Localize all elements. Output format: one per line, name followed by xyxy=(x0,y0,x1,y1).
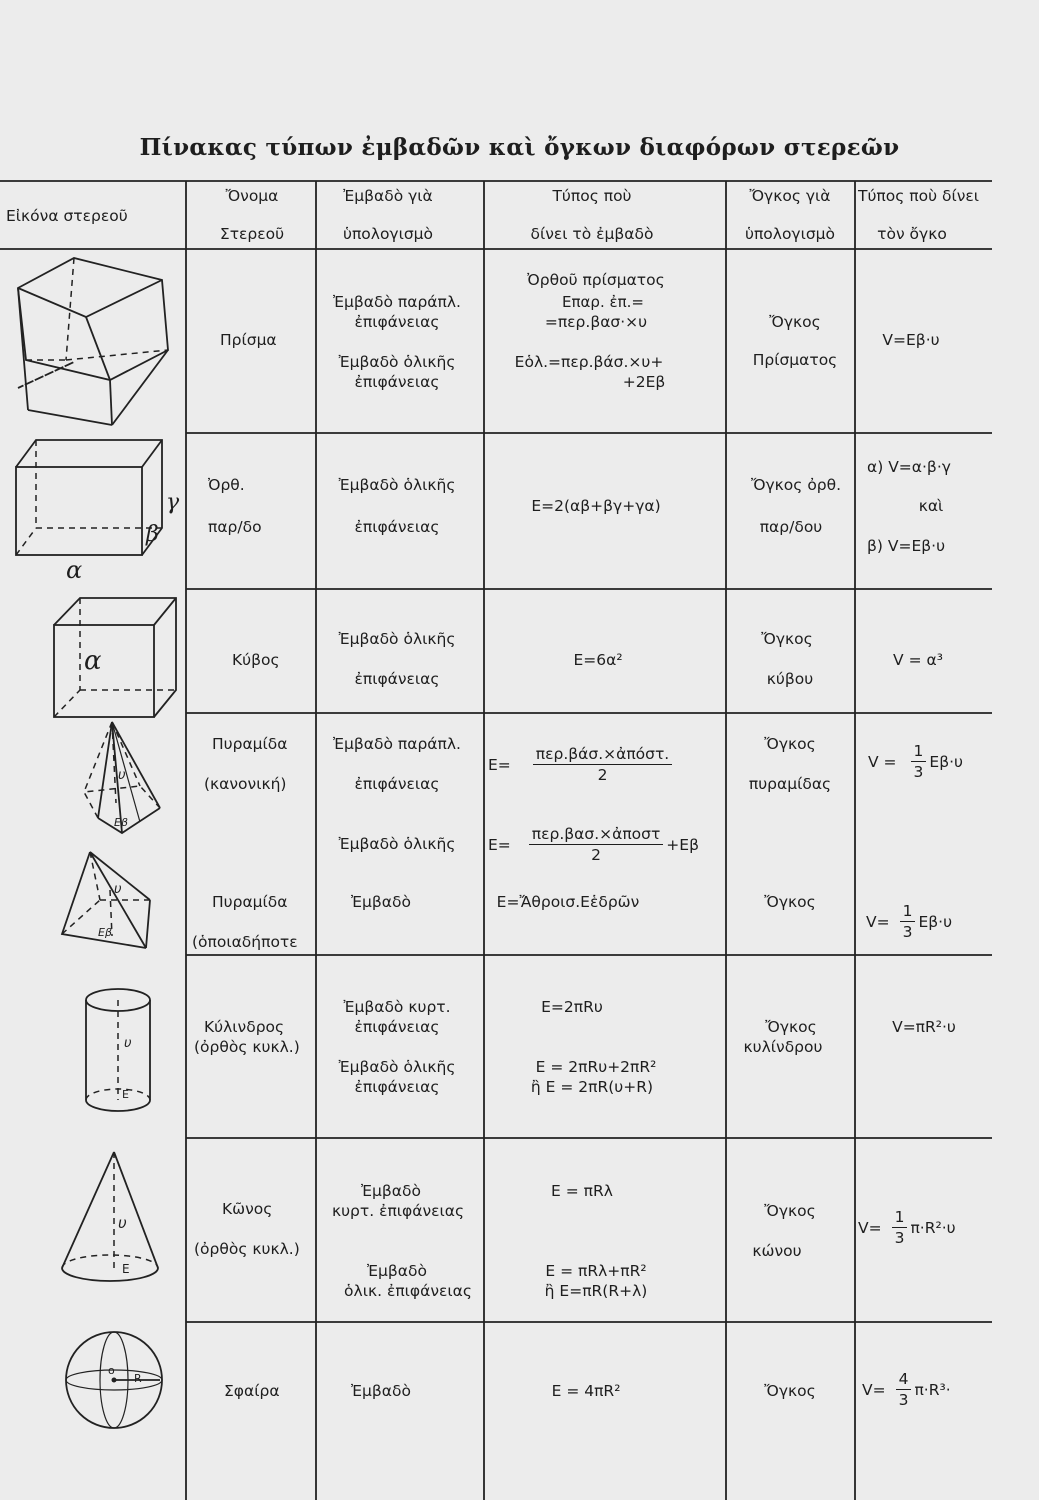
cone-label-u: υ xyxy=(118,1214,127,1232)
cone-vf-tail: π·R²·υ xyxy=(910,1218,956,1237)
cuboid-area-1: Ἐμβαδὸ ὁλικῆς xyxy=(338,476,456,494)
header-area-formula-1: Τύπος ποὺ xyxy=(552,187,632,205)
cone-volume-1: Ὄγκος xyxy=(764,1202,816,1220)
cube-figure xyxy=(54,598,176,717)
cuboid-volume-formula-and: καὶ xyxy=(918,497,944,515)
prism-formula-lateral-2: =περ.βασ·×υ xyxy=(544,313,648,331)
pyramid-any-label-u: υ xyxy=(114,882,122,897)
header-volume-formula-1: Τύπος ποὺ δίνει xyxy=(858,187,979,205)
sphere-vf-den: 3 xyxy=(898,1391,909,1409)
cube-label-a: α xyxy=(84,646,102,676)
cone-formula-total-2: ἢ E=πR(R+λ) xyxy=(544,1282,648,1300)
cylinder-name-1: Κύλινδρος xyxy=(204,1018,285,1036)
pyramid-regular-f1-lhs: E= xyxy=(488,755,511,774)
cuboid-label-b: β xyxy=(146,522,159,547)
pyramid-regular-f2-den: 2 xyxy=(591,846,601,864)
pyramid-any-vf-tail: Eβ·υ xyxy=(918,912,953,931)
cone-area-total-2: ὁλικ. ἐπιφάνειας xyxy=(344,1282,472,1300)
cone-area-total-1: Ἐμβαδὸ xyxy=(367,1262,427,1280)
prism-figure xyxy=(18,258,168,425)
pyramid-regular-volume-1: Ὄγκος xyxy=(764,735,816,753)
pyramid-regular-volume-2: πυραμίδας xyxy=(748,775,832,793)
pyramid-regular-formula-lateral xyxy=(488,745,675,784)
pyramid-any-volume: Ὄγκος xyxy=(764,893,816,911)
prism-formula-total-1: Eὁλ.=περ.βάσ.×υ+ xyxy=(514,353,664,371)
pyramid-regular-formula-total xyxy=(488,825,699,864)
cylinder-area-lateral-1: Ἐμβαδὸ κυρτ. xyxy=(343,998,451,1016)
pyramid-regular-vf-num: 1 xyxy=(911,742,927,762)
pyramid-any-area: Ἐμβαδὸ xyxy=(351,893,411,911)
header-area-1: Ἐμβαδὸ γιὰ xyxy=(343,187,433,205)
cylinder-figure xyxy=(86,989,150,1111)
cuboid-figure xyxy=(16,440,162,555)
cube-volume-2: κύβου xyxy=(766,670,814,688)
pyramid-regular-area-lateral-1: Ἐμβαδὸ παράπλ. xyxy=(333,735,461,753)
sphere-vf-lhs: V= xyxy=(862,1380,886,1399)
prism-volume-1: Ὄγκος xyxy=(769,313,821,331)
header-area-2: ὑπολογισμὸ xyxy=(342,225,434,243)
pyramid-regular-label-eb: Eβ xyxy=(114,816,128,829)
pyramid-any-label-eb: Eβ xyxy=(98,926,112,939)
sphere-formula: E = 4πR² xyxy=(551,1382,621,1400)
cone-vf-den: 3 xyxy=(894,1229,905,1247)
cube-volume-formula: V = α³ xyxy=(893,651,943,669)
sphere-label-o: o xyxy=(108,1364,115,1377)
pyramid-any-vf-num: 1 xyxy=(900,902,916,922)
prism-name: Πρίσμα xyxy=(220,331,277,349)
cone-vf-lhs: V= xyxy=(858,1218,882,1237)
cone-area-lateral-2: κυρτ. ἐπιφάνειας xyxy=(331,1202,465,1220)
cylinder-name-2: (ὀρθὸς κυκλ.) xyxy=(194,1038,300,1056)
header-volume-1: Ὄγκος γιὰ xyxy=(749,187,831,205)
cylinder-volume-1: Ὄγκος xyxy=(765,1018,817,1036)
cuboid-volume-formula-b: β) V=Eβ·υ xyxy=(867,537,946,555)
cylinder-area-total-2: ἐπιφάνειας xyxy=(354,1078,440,1096)
cylinder-area-total-1: Ἐμβαδὸ ὁλικῆς xyxy=(338,1058,456,1076)
sphere-name: Σφαίρα xyxy=(224,1382,280,1400)
cuboid-label-g: γ xyxy=(166,490,180,515)
sphere-figure xyxy=(66,1332,162,1428)
cube-volume-1: Ὄγκος xyxy=(761,630,813,648)
pyramid-regular-name-2: (κανονική) xyxy=(204,775,287,793)
cylinder-label-u: υ xyxy=(124,1036,132,1051)
cuboid-formula: E=2(αβ+βγ+γα) xyxy=(531,497,661,515)
header-name-1: Ὄνομα xyxy=(225,187,279,205)
prism-area-total-1: Ἐμβαδὸ ὁλικῆς xyxy=(338,353,456,371)
header-volume-formula-2: τὸν ὄγκο xyxy=(877,225,947,243)
pyramid-regular-area-lateral-2: ἐπιφάνειας xyxy=(354,775,440,793)
sphere-area: Ἐμβαδὸ xyxy=(351,1382,411,1400)
prism-formula-heading: Ὀρθοῦ πρίσματος xyxy=(527,271,665,289)
cuboid-volume-formula-a: α) V=α·β·γ xyxy=(867,458,951,476)
cone-volume-formula xyxy=(858,1208,956,1247)
pyramid-regular-vf-tail: Eβ·υ xyxy=(929,752,963,771)
cuboid-area-2: ἐπιφάνειας xyxy=(354,518,440,536)
pyramid-regular-f2-tail: +Eβ xyxy=(666,835,699,854)
prism-area-lateral-2: ἐπιφάνειας xyxy=(354,313,440,331)
cylinder-formula-total-2: ἢ E = 2πR(υ+R) xyxy=(530,1078,654,1096)
sphere-label-r: R xyxy=(134,1372,142,1385)
sphere-volume-formula xyxy=(862,1370,951,1409)
cone-formula-lateral: E = πRλ xyxy=(551,1182,613,1200)
pyramid-regular-volume-formula xyxy=(868,742,963,781)
cylinder-formula-total-1: E = 2πRυ+2πR² xyxy=(535,1058,657,1076)
header-name-2: Στερεοῦ xyxy=(219,225,285,243)
pyramid-any-formula: E=Ἄθροισ.Eἑδρῶν xyxy=(496,893,640,911)
cuboid-volume-2: παρ/δου xyxy=(759,518,823,536)
sphere-vf-num: 4 xyxy=(896,1370,912,1390)
pyramid-regular-f2-num: περ.βασ.×ἀποστ xyxy=(529,825,664,845)
cylinder-volume-formula: V=πR²·υ xyxy=(892,1018,956,1036)
prism-area-total-2: ἐπιφάνειας xyxy=(354,373,440,391)
cone-formula-total-1: E = πRλ+πR² xyxy=(545,1262,647,1280)
cone-name-1: Κῶνος xyxy=(222,1200,273,1218)
pyramid-regular-f2-lhs: E= xyxy=(488,835,511,854)
prism-area-lateral-1: Ἐμβαδὸ παράπλ. xyxy=(333,293,461,311)
pyramid-regular-label-u: υ xyxy=(118,768,126,783)
cube-area-1: Ἐμβαδὸ ὁλικῆς xyxy=(338,630,456,648)
cone-label-e: E xyxy=(122,1262,130,1276)
pyramid-regular-vf-den: 3 xyxy=(913,763,924,781)
cone-area-lateral-1: Ἐμβαδὸ xyxy=(361,1182,421,1200)
sphere-vf-tail: π·R³· xyxy=(914,1380,951,1399)
pyramid-any-name-1: Πυραμίδα xyxy=(212,893,288,911)
cylinder-formula-lateral: E=2πRυ xyxy=(541,998,603,1016)
pyramid-regular-name-1: Πυραμίδα xyxy=(212,735,288,753)
cylinder-volume-2: κυλίνδρου xyxy=(743,1038,823,1056)
pyramid-regular-vf-lhs: V = xyxy=(868,752,897,771)
header-volume-2: ὑπολογισμὸ xyxy=(744,225,836,243)
pyramid-any-vf-den: 3 xyxy=(902,923,913,941)
header-image: Εἰκόνα στερεοῦ xyxy=(6,207,128,225)
cube-name: Κύβος xyxy=(232,651,280,669)
prism-volume-formula: V=Eβ·υ xyxy=(882,331,940,349)
header-area-formula-2: δίνει τὸ ἐμβαδὸ xyxy=(530,225,654,243)
cube-area-2: ἐπιφάνειας xyxy=(354,670,440,688)
pyramid-any-name-2: (ὁποιαδήποτε xyxy=(192,933,298,951)
cylinder-label-e: E xyxy=(122,1088,129,1101)
cuboid-label-a: α xyxy=(66,556,83,584)
prism-formula-total-2: +2Eβ xyxy=(622,373,666,391)
pyramid-any-vf-lhs: V= xyxy=(866,912,890,931)
cone-figure xyxy=(62,1152,158,1281)
cone-name-2: (ὀρθὸς κυκλ.) xyxy=(194,1240,300,1258)
pyramid-regular-f1-num: περ.βάσ.×ἀπόστ. xyxy=(533,745,672,765)
cuboid-name-2: παρ/δο xyxy=(208,518,262,536)
cylinder-area-lateral-2: ἐπιφάνειας xyxy=(354,1018,440,1036)
page-title: Πίνακας τύπων ἐμβαδῶν καὶ ὄγκων διαφόρων στερεῶν xyxy=(139,134,900,161)
cuboid-name-1: Ὀρθ. xyxy=(208,476,245,494)
cone-volume-2: κώνου xyxy=(752,1242,802,1260)
sphere-volume: Ὄγκος xyxy=(764,1382,816,1400)
pyramid-any-volume-formula xyxy=(866,902,952,941)
cone-vf-num: 1 xyxy=(892,1208,908,1228)
cuboid-volume-1: Ὄγκος ὀρθ. xyxy=(750,476,842,494)
pyramid-regular-area-total: Ἐμβαδὸ ὁλικῆς xyxy=(338,835,456,853)
cube-formula: E=6α² xyxy=(573,651,623,669)
prism-formula-lateral-1: Eπαρ. ἐπ.= xyxy=(562,293,644,311)
prism-volume-2: Πρίσματος xyxy=(752,351,838,369)
pyramid-regular-f1-den: 2 xyxy=(597,766,608,784)
